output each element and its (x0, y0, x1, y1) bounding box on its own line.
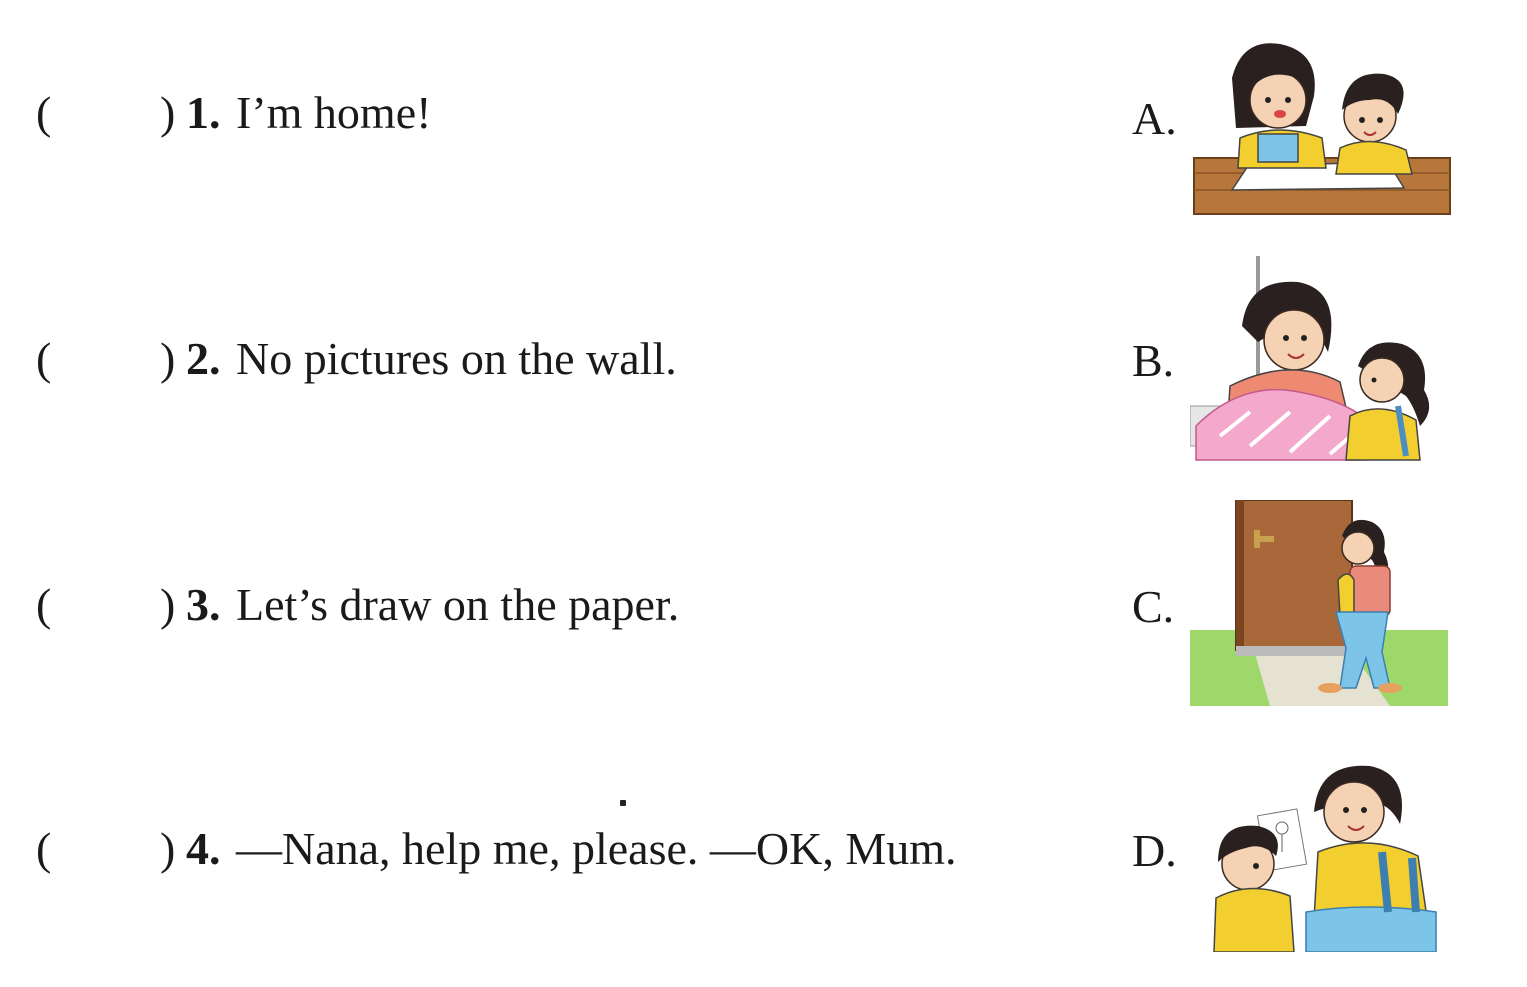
open-parenthesis: ( (36, 87, 52, 138)
option-picture-d[interactable] (1206, 752, 1446, 952)
question-text: No pictures on the wall. (236, 333, 677, 384)
option-letter-a: A. (1132, 93, 1177, 144)
backpack (1350, 566, 1390, 616)
close-parenthesis: ) (160, 333, 176, 384)
close-parenthesis: ) (160, 579, 176, 630)
option-picture-a[interactable] (1192, 38, 1452, 218)
option-letter-c: C. (1132, 581, 1175, 632)
question-text: Let’s draw on the paper. (236, 579, 680, 630)
mother-and-girl-illustration (1190, 256, 1440, 461)
option-picture-b[interactable] (1190, 256, 1440, 461)
option-picture-c[interactable] (1190, 500, 1448, 706)
open-parenthesis: ( (36, 823, 52, 874)
option-letter-d: D. (1132, 825, 1177, 876)
question-number: 4. (186, 823, 221, 874)
close-parenthesis: ) (160, 823, 176, 874)
question-text: —Nana, help me, please. —OK, Mum. (236, 823, 957, 874)
close-parenthesis: ) (160, 87, 176, 138)
kids-drawing-illustration (1192, 38, 1452, 218)
print-speck (620, 800, 626, 806)
answer-blank-2[interactable] (60, 334, 156, 384)
option-letter-b: B. (1132, 335, 1175, 386)
question-number: 3. (186, 579, 221, 630)
front-door (1236, 500, 1352, 650)
question-number: 1. (186, 87, 221, 138)
girl-at-door-illustration (1190, 500, 1448, 706)
open-parenthesis: ( (36, 333, 52, 384)
answer-blank-4[interactable] (60, 824, 156, 874)
question-text: I’m home! (236, 87, 432, 138)
question-number: 2. (186, 333, 221, 384)
girl-and-boy-illustration (1206, 752, 1446, 952)
answer-blank-3[interactable] (60, 580, 156, 630)
open-parenthesis: ( (36, 579, 52, 630)
